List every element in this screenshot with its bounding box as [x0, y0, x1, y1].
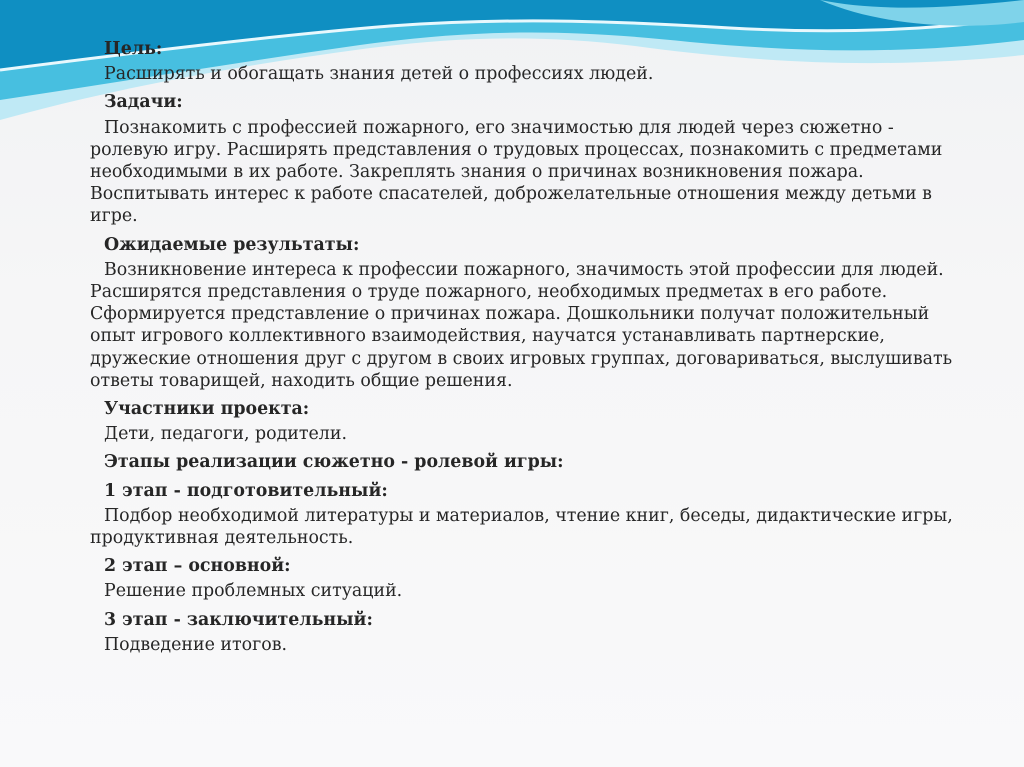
goal-heading: Цель: [104, 39, 163, 59]
slide-content [90, 38, 970, 656]
tasks-text: Познакомить с профессией пожарного, его значимостью для людей через сюжетно - ролевую игру. Расширять представления о трудовых процессах, познакомить с предметами необходимыми в их работе. Закреплять знания о причинах возникновения пожара. Воспитывать интерес к работе спасателей, доброжелательные отношения между детьми в игре. [90, 117, 943, 227]
participants-heading: Участники проекта: [104, 399, 310, 420]
results-text: Возникновение интереса к профессии пожарного, значимость этой профессии для людей. Расширятся представления о труде пожарного, необходимых предметах в его работе. Сформируется представление о причинах пожара. Дошкольники получат положительный опыт игрового коллективного взаимодействия, научатся устанавливать партнерские, дружеские отношения друг с другом в своих игровых группах, договариваться, выслушивать ответы товарищей, находить общие решения. [90, 259, 953, 391]
tasks-heading: Задачи: [104, 92, 183, 113]
stage1-text: Подбор необходимой литературы и материалов, чтение книг, беседы, дидактические игры, продуктивная деятельность. [90, 505, 953, 549]
results-heading: Ожидаемые результаты: [104, 234, 360, 255]
stage1-heading: 1 этап - подготовительный: [104, 480, 388, 501]
participants-text: Дети, педагоги, родители. [104, 424, 347, 445]
goal-text: Расширять и обогащать знания детей о профессиях людей. [104, 64, 654, 85]
stage2-text: Решение проблемных ситуаций. [104, 581, 403, 602]
stage3-heading: 3 этап - заключительный: [104, 609, 373, 630]
stage3-text: Подведение итогов. [104, 634, 288, 655]
stages-heading: Этапы реализации сюжетно - ролевой игры: [104, 452, 564, 473]
stage2-heading: 2 этап – основной: [104, 556, 291, 577]
